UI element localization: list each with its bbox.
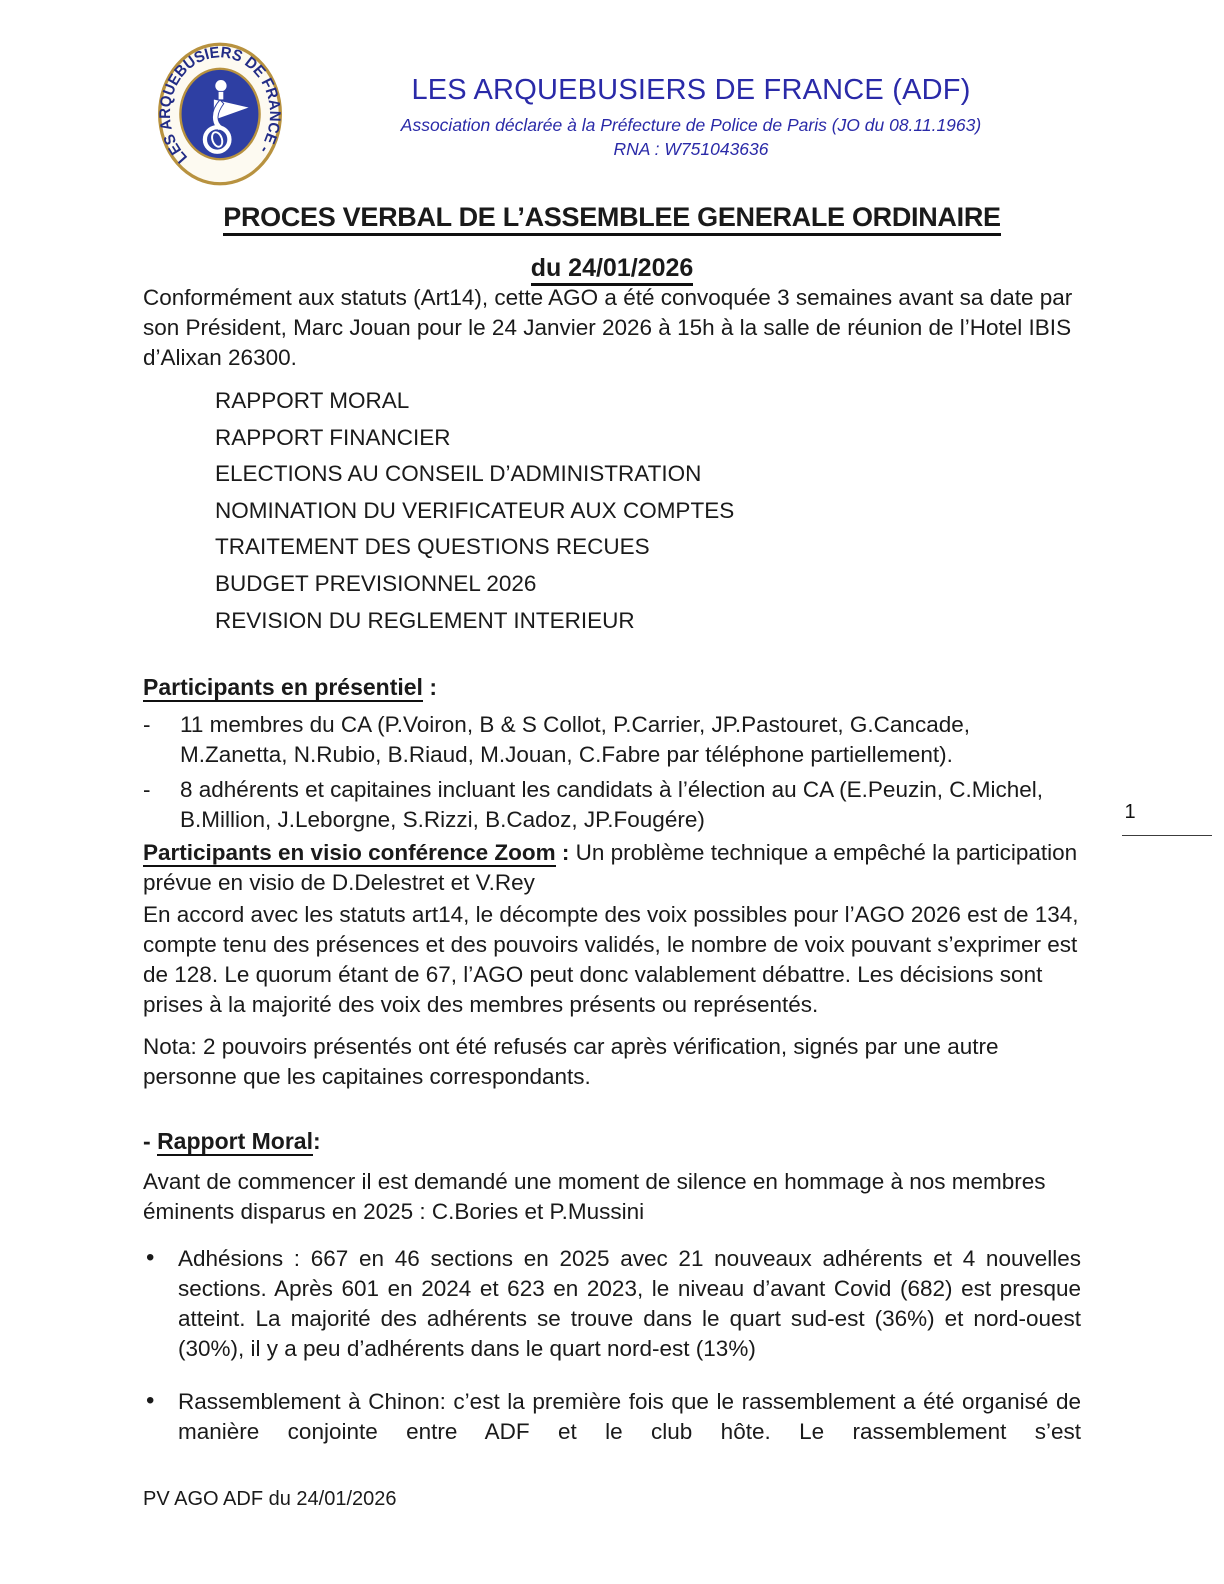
dash-marker: - bbox=[143, 712, 151, 738]
letterhead bbox=[310, 74, 1072, 160]
rapport-moral-heading bbox=[143, 1126, 1081, 1157]
bullet-item bbox=[143, 1387, 1081, 1447]
agenda-item: TRAITEMENT DES QUESTIONS RECUES bbox=[215, 534, 650, 560]
page-number-rule bbox=[1122, 835, 1212, 836]
agenda-item: BUDGET PREVISIONNEL 2026 bbox=[215, 570, 537, 596]
agenda-item: NOMINATION DU VERIFICATEUR AUX COMPTES bbox=[215, 497, 735, 523]
org-subtitle: Association déclarée à la Préfecture de Police de Paris (JO du 08.11.1963) bbox=[400, 115, 982, 135]
intro-paragraph: Conformément aux statuts (Art14), cette AGO a été convoquée 3 semaines avant sa date par son Président, Marc Jouan pour le 24 Janvier 2026 à 15h à la salle de réunion de l’Hotel IBIS d’Alixan 26300. bbox=[143, 285, 1073, 370]
participants-presentiel-heading bbox=[143, 672, 1081, 703]
bullet-item bbox=[143, 1244, 1081, 1364]
agenda-list bbox=[143, 383, 1081, 639]
page-number: 1 bbox=[1124, 801, 1136, 823]
document-date bbox=[143, 253, 1081, 283]
document-date-text: du 24/01/2026 bbox=[531, 254, 694, 286]
bullet-item-text: Adhésions : 667 en 46 sections en 2025 avec 21 nouveaux adhérents et 4 nouvelles sections. Après 601 en 2024 et 623 en 2023, le niveau d’avant Covid (682) est presque atteint. La majorité des adhérents se trouve dans le quart sud-est (36%) et nord-ouest (30%), il y a peu d’adhérents dans le quart nord-est (13%) bbox=[178, 1246, 1081, 1362]
rapport-moral-heading-text: Rapport Moral bbox=[157, 1128, 313, 1155]
rapport-moral-bullet-list bbox=[143, 1244, 1081, 1447]
document-title-text: PROCES VERBAL DE L’ASSEMBLEE GENERALE ORDINAIRE bbox=[223, 202, 1001, 236]
document-body bbox=[143, 200, 1081, 1447]
agenda-item: RAPPORT MORAL bbox=[215, 388, 410, 413]
org-rna: RNA : W751043636 bbox=[613, 139, 769, 159]
agenda-item: RAPPORT FINANCIER bbox=[215, 424, 451, 450]
adf-logo bbox=[154, 36, 286, 192]
participant-line: 11 membres du CA (P.Voiron, B & S Collot, P.Carrier, JP.Pastouret, G.Cancade, M.Zanetta, N.Rubio, B.Riaud, M.Jouan, C.Fabre par téléphone partiellement). bbox=[180, 712, 970, 768]
heading-colon: : bbox=[312, 1128, 321, 1155]
participants-visio-text: Un problème technique a empêché la participation prévue en visio de D.Delestret et V.Rey bbox=[143, 840, 1078, 896]
heading-colon: : bbox=[422, 674, 437, 701]
agenda-item: ELECTIONS AU CONSEIL D’ADMINISTRATION bbox=[215, 461, 702, 487]
quorum-paragraph: En accord avec les statuts art14, le décompte des voix possibles pour l’AGO 2026 est de 134, compte tenu des présences et des pouvoirs validés, le nombre de voix pouvant s’exprimer est de 128. Le quorum étant de 67, l’AGO peut donc valablement débattre. Les décisions sont prises à la majorité des voix des membres présents ou représentés. bbox=[143, 902, 1079, 1018]
nota-paragraph: Nota: 2 pouvoirs présentés ont été refusés car après vérification, signés par une autre personne que les capitaines correspondants. bbox=[143, 1034, 999, 1090]
list-item bbox=[143, 710, 1081, 770]
agenda-item: REVISION DU REGLEMENT INTERIEUR bbox=[215, 607, 635, 633]
heading-colon: : bbox=[555, 840, 570, 866]
heading-dash-prefix: - bbox=[143, 1128, 158, 1155]
participant-line: 8 adhérents et capitaines incluant les candidats à l’élection au CA (E.Peuzin, C.Michel, B.Million, J.Leborgne, S.Rizzi, B.Cadoz, JP.Fougére) bbox=[180, 777, 1043, 833]
org-name: LES ARQUEBUSIERS DE FRANCE (ADF) bbox=[411, 74, 971, 106]
page-footer: PV AGO ADF du 24/01/2026 bbox=[143, 1488, 397, 1510]
list-item bbox=[143, 775, 1081, 835]
rapport-moral-intro: Avant de commencer il est demandé une moment de silence en hommage à nos membres éminents disparus en 2025 : C.Bories et P.Mussini bbox=[143, 1169, 1046, 1225]
participants-visio-heading-text: Participants en visio conférence Zoom bbox=[143, 840, 556, 866]
bullet-item-text: Rassemblement à Chinon: c’est la première fois que le rassemblement a été organisé de manière conjointe entre ADF et le club hôte. Le rassemblement s’est bbox=[178, 1389, 1081, 1445]
document-title bbox=[143, 200, 1081, 234]
logo-ring-text: LES ARQUEBUSIERS DE FRANCE - bbox=[156, 44, 284, 167]
participants-presentiel-heading-text: Participants en présentiel bbox=[143, 674, 423, 701]
participants-visio-paragraph bbox=[143, 838, 1081, 898]
dash-marker: - bbox=[143, 777, 151, 803]
